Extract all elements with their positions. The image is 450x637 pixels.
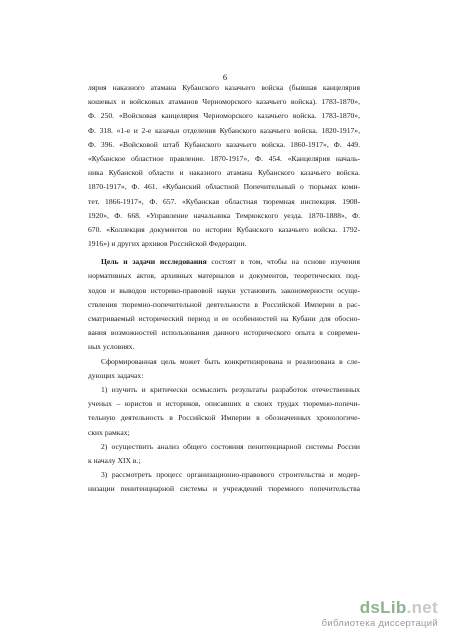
goal-heading: Цель и задачи исследования — [101, 257, 207, 267]
watermark — [322, 599, 438, 629]
text-line: ных условиях. — [88, 342, 135, 352]
text-line: Ф. 250. «Войсковая канцелярия Черноморского казачьего войска. 1783-1870», — [88, 111, 360, 121]
watermark-tagline: библиотека диссертаций — [321, 618, 438, 629]
text-line: низации пенитенциарной системы и учреждений тюремного попечительства — [88, 484, 360, 494]
text-line: 3) рассмотреть процесс организационно-правового строительства и модер- — [101, 470, 360, 480]
text-line-goal — [88, 255, 360, 269]
text-line: дующих задачах: — [88, 370, 144, 380]
text-line: тельную деятельность в Российской Империи в обозначенных хронологиче- — [88, 413, 360, 423]
text-line: тет. 1866-1917», Ф. 657. «Кубанская областная тюремная инспекция. 1908- — [88, 196, 360, 206]
text-line: 1916») и других архивов Российской Федерации. — [88, 239, 247, 249]
text-line: лярия наказного атамана Кубанского казачьего войска (бывшая канцелярия — [88, 83, 360, 92]
text-line: 1) изучить и критически осмыслить результаты разработок отечественных — [101, 384, 360, 394]
text-line: ходов и выводов историко-правовой науки установить закономерности осуще- — [88, 285, 360, 295]
text-line: нормативных актов, архивных материалов и документов, теоретических под- — [88, 271, 360, 281]
watermark-logo: dsLib.net — [359, 598, 438, 617]
text-line: вания возможностей использования данного исторического опыта в современ- — [88, 328, 360, 338]
text-line: ских рамках; — [88, 427, 130, 437]
text-line: «Кубанское областное правление. 1870-1917», Ф. 454. «Канцелярия началь- — [88, 153, 360, 163]
text-line: 2) осуществить анализ общего состояния пенитенциарной системы России — [101, 441, 360, 451]
text-line: Сформированная цель может быть конкретизирована и реализована в сле- — [101, 356, 360, 366]
document-body — [88, 81, 360, 496]
text-line: Ф. 396. «Войсковой штаб Кубанского казачьего войска. 1860-1917», Ф. 449. — [88, 139, 360, 149]
text-line: к началу XIX в.; — [88, 455, 141, 465]
text-line: 1920», Ф. 668. «Управление начальника Темрюкского уезда. 1870-1888», Ф. — [88, 210, 360, 220]
text-line: кошевых и войсковых атаманов Черноморского казачьего войска). 1783-1870», — [88, 97, 360, 107]
text-line: 1870-1917», Ф. 461. «Кубанский областной Попечительный о тюрьмах коми- — [88, 182, 360, 192]
text-span: состоят в том, чтобы на основе изучения — [206, 257, 360, 267]
text-line: Ф. 318. «1-е и 2-е казачьи отделения Кубанского казачьего войска. 1820-1917», — [88, 125, 360, 135]
text-line: ника Кубанской области и наказного атамана Кубанского казачьего войска. — [88, 168, 360, 178]
text-line: 670. «Коллекция документов по истории Кубанского казачьего войска. 1792- — [88, 224, 360, 234]
page-number: 6 — [222, 72, 228, 82]
text-line: ученых – юристов и историков, описавших в своих трудах тюремно-попечи- — [88, 399, 360, 409]
text-line: сматриваемый исторический период и ее особенностей на Кубани для обосно- — [88, 314, 360, 323]
text-line: ствления тюремно-попечительной деятельности в Российской Империи в рас- — [88, 299, 360, 309]
